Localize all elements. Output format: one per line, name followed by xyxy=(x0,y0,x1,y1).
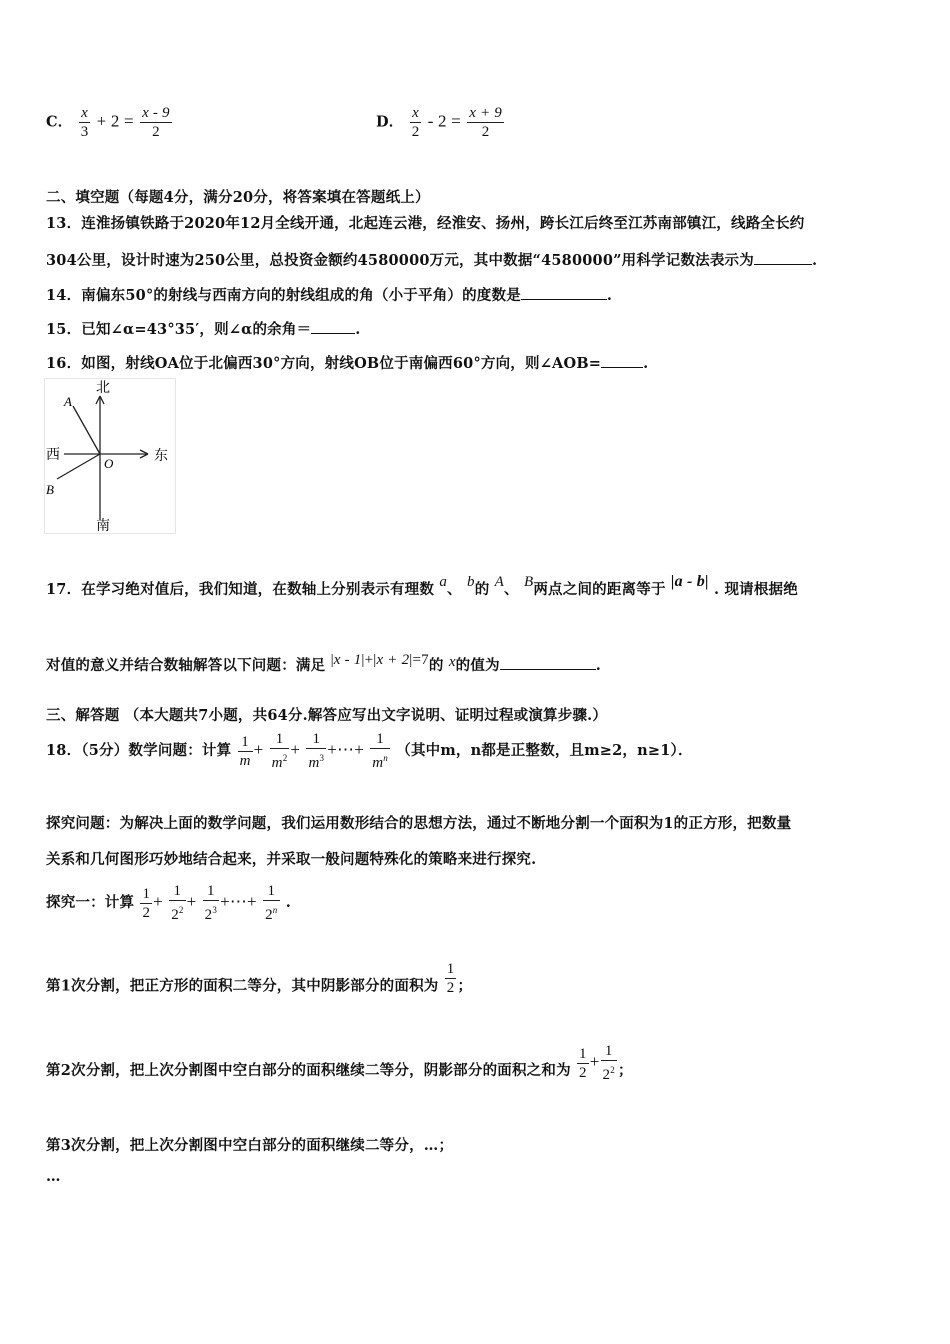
ellipsis-plus: +⋯+ xyxy=(220,892,257,911)
q17-end: . xyxy=(595,657,602,674)
q17-sep: 、 xyxy=(447,581,462,598)
south-label: 南 xyxy=(96,518,110,534)
frac-den: 2 xyxy=(204,907,213,923)
option-c-label: C． xyxy=(46,113,73,131)
q15 xyxy=(46,318,361,339)
q17-equation: |x - 1|+|x + 2|=7 xyxy=(330,652,429,668)
cut-2-end: ； xyxy=(617,1062,633,1079)
q17-text-1: 17．在学习绝对值后，我们知道，在数轴上分别表示有理数 xyxy=(46,581,435,598)
explore-line1: 探究问题：为解决上面的数学问题，我们运用数形结合的思想方法，通过不断地分割一个面积为1的正方形，把数量 xyxy=(46,815,792,832)
q17-line1 xyxy=(46,573,798,599)
q17-eq-plus: + xyxy=(364,652,374,668)
explore-end: . xyxy=(285,894,291,911)
option-c xyxy=(46,104,173,141)
cut-2 xyxy=(46,1043,633,1092)
cut-1-text: 第1次分割，把正方形的面积二等分，其中阴影部分的面积为 xyxy=(46,977,439,995)
q17-sep: 、 xyxy=(504,581,519,598)
ray-ob xyxy=(57,454,100,479)
q14 xyxy=(46,284,612,305)
point-b-label: B xyxy=(46,482,54,497)
option-c-op: + 2 = xyxy=(96,111,134,131)
plus-sign: + xyxy=(253,740,264,759)
q15-answer-blank[interactable] xyxy=(311,319,355,334)
q16-answer-blank[interactable] xyxy=(601,353,643,368)
explore-frac-n xyxy=(263,882,279,924)
q17-eq-value: =7 xyxy=(412,652,429,668)
q14-answer-blank[interactable] xyxy=(521,285,607,300)
explore-frac-3 xyxy=(203,882,219,924)
frac-den: 2 xyxy=(265,907,273,923)
frac-den: m xyxy=(271,755,283,771)
frac-den: 2 xyxy=(171,907,179,923)
q13-answer-blank[interactable] xyxy=(754,250,812,265)
cut-2-frac-1 xyxy=(577,1045,589,1082)
point-a-label: A xyxy=(64,394,72,409)
frac-num: x xyxy=(81,105,88,121)
q13-line1: 13．连淮扬镇铁路于2020年12月全线开通，北起连云港，经淮安、扬州，跨长江后终至江苏南部镇江，线路全长约 xyxy=(46,215,805,232)
frac-den: 2 xyxy=(411,124,420,140)
q13-end: . xyxy=(811,252,818,269)
q16-text: 16．如图，射线OA位于北偏西30°方向，射线OB位于南偏西60°方向，则∠AOB= xyxy=(46,355,602,372)
q15-text: 15．已知∠α=43°35′，则∠α的余角＝ xyxy=(46,321,312,338)
frac-den: 2 xyxy=(142,904,151,921)
option-d-label: D． xyxy=(376,113,404,131)
exponent: 2 xyxy=(610,1065,615,1075)
cut-2-frac-2 xyxy=(601,1042,617,1084)
frac-den: 2 xyxy=(140,122,172,141)
plus-sign: + xyxy=(186,892,197,911)
q18-frac-3 xyxy=(306,730,326,772)
exponent: 3 xyxy=(212,905,218,915)
exponent: 3 xyxy=(319,753,325,763)
q17-distance-expr: a - b xyxy=(674,573,705,590)
ellipsis-plus: +⋯+ xyxy=(327,740,364,759)
exponent: n xyxy=(383,753,388,763)
frac-den: m xyxy=(239,752,251,769)
frac-num: 1 xyxy=(207,883,215,899)
q17-answer-blank[interactable] xyxy=(500,655,596,670)
frac-num: 1 xyxy=(579,1045,587,1062)
north-label: 北 xyxy=(96,380,110,396)
q18 xyxy=(46,730,693,772)
option-d-lhs-fraction xyxy=(410,104,422,141)
q16-end: . xyxy=(643,355,649,372)
frac-den: 2 xyxy=(446,980,455,996)
frac-num: x - 9 xyxy=(142,105,170,121)
exponent: n xyxy=(272,905,278,915)
frac-num: 1 xyxy=(604,1043,613,1059)
q17-point-b: B xyxy=(523,574,534,590)
q17-text-7: 的值为 xyxy=(455,657,500,674)
q13-text: 304公里，设计时速为250公里，总投资金额约4580000万元，其中数据“4580000”用科学记数法表示为 xyxy=(46,252,754,269)
frac-num: 1 xyxy=(267,883,276,899)
exponent: 2 xyxy=(282,753,288,763)
frac-num: x + 9 xyxy=(469,105,502,121)
frac-den: 2 xyxy=(467,122,504,141)
q17-eq-right: x + 2 xyxy=(376,652,410,668)
q17-var-x: x xyxy=(448,654,456,670)
q15-end: . xyxy=(355,321,361,338)
q17-var-a: a xyxy=(439,574,448,590)
q14-text: 14．南偏东50°的射线与西南方向的射线组成的角（小于平角）的度数是 xyxy=(46,287,521,304)
cut-3: 第3次分割，把上次分割图中空白部分的面积继续二等分，…； xyxy=(46,1137,454,1154)
q18-suffix: （其中m，n都是正整数，且m≥2，n≥1）． xyxy=(396,742,693,759)
q17-distance: |a - b| xyxy=(670,573,709,590)
explore-one-prefix: 探究一：计算 xyxy=(46,894,135,911)
frac-num: 1 xyxy=(173,883,182,899)
q17-var-b: b xyxy=(466,574,475,590)
q17-text-4: . 现请根据绝 xyxy=(713,581,798,598)
q18-frac-1 xyxy=(238,733,253,770)
q17-text-6: 的 xyxy=(428,657,444,674)
frac-den: m xyxy=(372,755,384,771)
west-label: 西 xyxy=(46,447,60,463)
q17-line2 xyxy=(46,654,601,675)
explore-one xyxy=(46,882,291,924)
explore-frac-2 xyxy=(169,882,185,924)
origin-label: O xyxy=(104,456,114,471)
cut-1 xyxy=(46,961,473,1005)
q17-text-5: 对值的意义并结合数轴解答以下问题：满足 xyxy=(46,657,326,674)
option-d xyxy=(376,104,505,141)
cut-2-text: 第2次分割，把上次分割图中空白部分的面积继续二等分，阴影部分的面积之和为 xyxy=(46,1062,571,1079)
frac-num: 1 xyxy=(275,731,284,747)
section-3-heading: 三、解答题 （本大题共7小题，共64分.解答应写出文字说明、证明过程或演算步骤.） xyxy=(46,707,608,724)
section-2-heading: 二、填空题（每题4分，满分20分，将答案填在答题纸上） xyxy=(46,189,430,206)
plus-sign: + xyxy=(290,740,301,759)
frac-num: 1 xyxy=(241,733,249,750)
q16 xyxy=(46,352,648,373)
frac-den: m xyxy=(308,755,320,771)
option-c-rhs-fraction xyxy=(140,104,172,141)
explore-frac-1 xyxy=(140,885,152,922)
option-d-op: - 2 = xyxy=(427,111,461,131)
q14-end: . xyxy=(606,287,613,304)
q17-eq-left: x - 1 xyxy=(333,652,362,668)
frac-num: 1 xyxy=(376,731,384,747)
q13-line2 xyxy=(46,249,817,270)
q18-prefix: 18．（5分）数学问题：计算 xyxy=(46,742,232,759)
option-d-rhs-fraction xyxy=(467,104,504,141)
east-label: 东 xyxy=(154,448,168,464)
compass-figure xyxy=(44,378,176,534)
exponent: 2 xyxy=(178,905,184,915)
trailing-ellipsis: … xyxy=(46,1168,61,1185)
q17-text-2: 的 xyxy=(474,581,490,598)
q18-frac-n xyxy=(370,730,390,772)
frac-den: 2 xyxy=(602,1067,611,1083)
q18-frac-2 xyxy=(270,730,290,772)
plus-sign: + xyxy=(153,892,163,911)
q17-text-3: 两点之间的距离等于 xyxy=(533,581,666,598)
ray-oa xyxy=(73,406,100,454)
frac-den: 3 xyxy=(80,124,89,140)
cut-1-frac xyxy=(445,960,457,997)
option-c-lhs-fraction xyxy=(79,104,91,141)
frac-den: 2 xyxy=(579,1064,587,1081)
explore-line2: 关系和几何图形巧妙地结合起来，并采取一般问题特殊化的策略来进行探究. xyxy=(46,851,537,868)
frac-num: x xyxy=(412,105,420,121)
q17-point-a: A xyxy=(494,574,505,590)
frac-num: 1 xyxy=(142,885,151,902)
plus-sign: + xyxy=(589,1052,600,1071)
frac-num: 1 xyxy=(312,731,321,747)
frac-num: 1 xyxy=(446,961,455,977)
cut-1-end: ； xyxy=(457,977,473,995)
